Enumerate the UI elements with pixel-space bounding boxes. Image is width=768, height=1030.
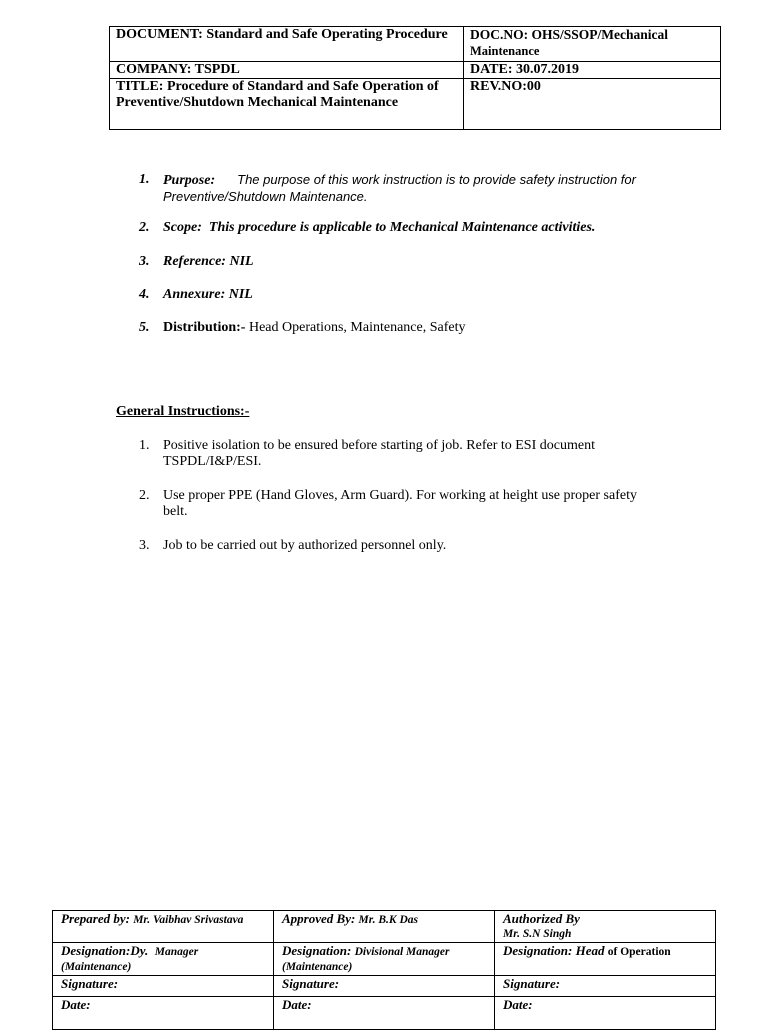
docno-value-line2: Maintenance [470,44,540,58]
section-distribution [139,320,699,336]
title-cell [110,79,464,130]
designation-value: (Maintenance) [282,961,353,973]
date-label: Date: [503,997,533,1012]
designation-cell-3 [495,943,716,976]
item-number: 1. [139,438,150,453]
item-text: Job to be carried out by authorized personnel only. [163,538,447,553]
document-cell [110,27,464,62]
signature-cell-3 [495,976,716,997]
general-instructions-heading: General Instructions:- [116,404,250,419]
rev-label: REV.NO:00 [470,79,541,94]
designation-cell-2 [274,943,495,976]
section-number: 4. [139,287,150,302]
designation-cell-1 [53,943,274,976]
section-reference [139,254,699,270]
prepared-cell [53,911,274,943]
company-label: COMPANY: TSPDL [116,62,240,77]
designation-label: Designation: [503,943,573,958]
date-cell [464,62,721,79]
prepared-name: Mr. Vaibhav Srivastava [133,914,244,926]
date-label: Date: [61,997,91,1012]
designation-value: Dy. [130,943,149,958]
approved-cell [274,911,495,943]
rev-cell [464,79,721,130]
designation-value: Manager [154,946,199,958]
docno-label: DOC.NO: [470,27,532,42]
prepared-label: Prepared by: [61,911,130,926]
section-annexure [139,287,699,303]
general-item [139,438,699,469]
designation-label: Designation: [61,943,131,958]
date-cell-2 [274,997,495,1030]
scope-text: This procedure is applicable to Mechanical Maintenance activities. [208,220,596,235]
docno-cell [464,27,721,62]
item-number: 3. [139,538,150,553]
authorized-cell [495,911,716,943]
general-item [139,488,699,519]
item-text: Positive isolation to be ensured before starting of job. Refer to ESI document TSPDL/I&P/ESI. [163,438,595,469]
signature-label: Signature: [503,976,561,991]
authorized-name: Mr. S.N Singh [503,928,572,940]
approval-table [52,910,716,1030]
company-cell [110,62,464,79]
designation-value: Head [575,943,605,958]
signature-label: Signature: [282,976,340,991]
designation-label: Designation: [282,943,352,958]
item-text: Use proper PPE (Hand Gloves, Arm Guard). For working at height use proper safety belt. [163,488,637,519]
date-cell-1 [53,997,274,1030]
item-number: 2. [139,488,150,503]
title-label: TITLE: Procedure of Standard and Safe Operation of Preventive/Shutdown Mechanical Maintenance [116,79,439,110]
designation-value: Divisional Manager [354,946,450,958]
signature-cell-1 [53,976,274,997]
reference-label: Reference: NIL [163,254,254,269]
docno-value: OHS/SSOP/Mechanical [531,27,669,42]
signature-cell-2 [274,976,495,997]
general-item [139,538,699,554]
section-number: 5. [139,320,150,335]
section-purpose [139,172,699,204]
section-number: 2. [139,220,150,235]
approved-label: Approved By: [282,911,356,926]
purpose-label: Purpose: [163,173,216,188]
date-label: Date: [282,997,312,1012]
scope-label: Scope: [163,220,202,235]
section-number: 3. [139,254,150,269]
purpose-text: The purpose of this work instruction is to provide safety instruction for Preventive/Shutdown Maintenance. [163,172,636,204]
date-label: DATE: 30.07.2019 [470,62,580,77]
annexure-label: Annexure: NIL [163,287,253,302]
designation-value: (Maintenance) [61,961,132,973]
section-scope [139,220,699,236]
signature-label: Signature: [61,976,119,991]
distribution-label: Distribution:- [163,320,246,335]
date-cell-3 [495,997,716,1030]
document-header-table [109,26,721,130]
section-number: 1. [139,172,150,187]
approved-name: Mr. B.K Das [358,914,418,926]
distribution-text: Head Operations, Maintenance, Safety [248,320,466,335]
authorized-label: Authorized By [503,911,580,926]
designation-value: of Operation [607,946,671,958]
document-label: DOCUMENT: Standard and Safe Operating Procedure [116,27,448,42]
